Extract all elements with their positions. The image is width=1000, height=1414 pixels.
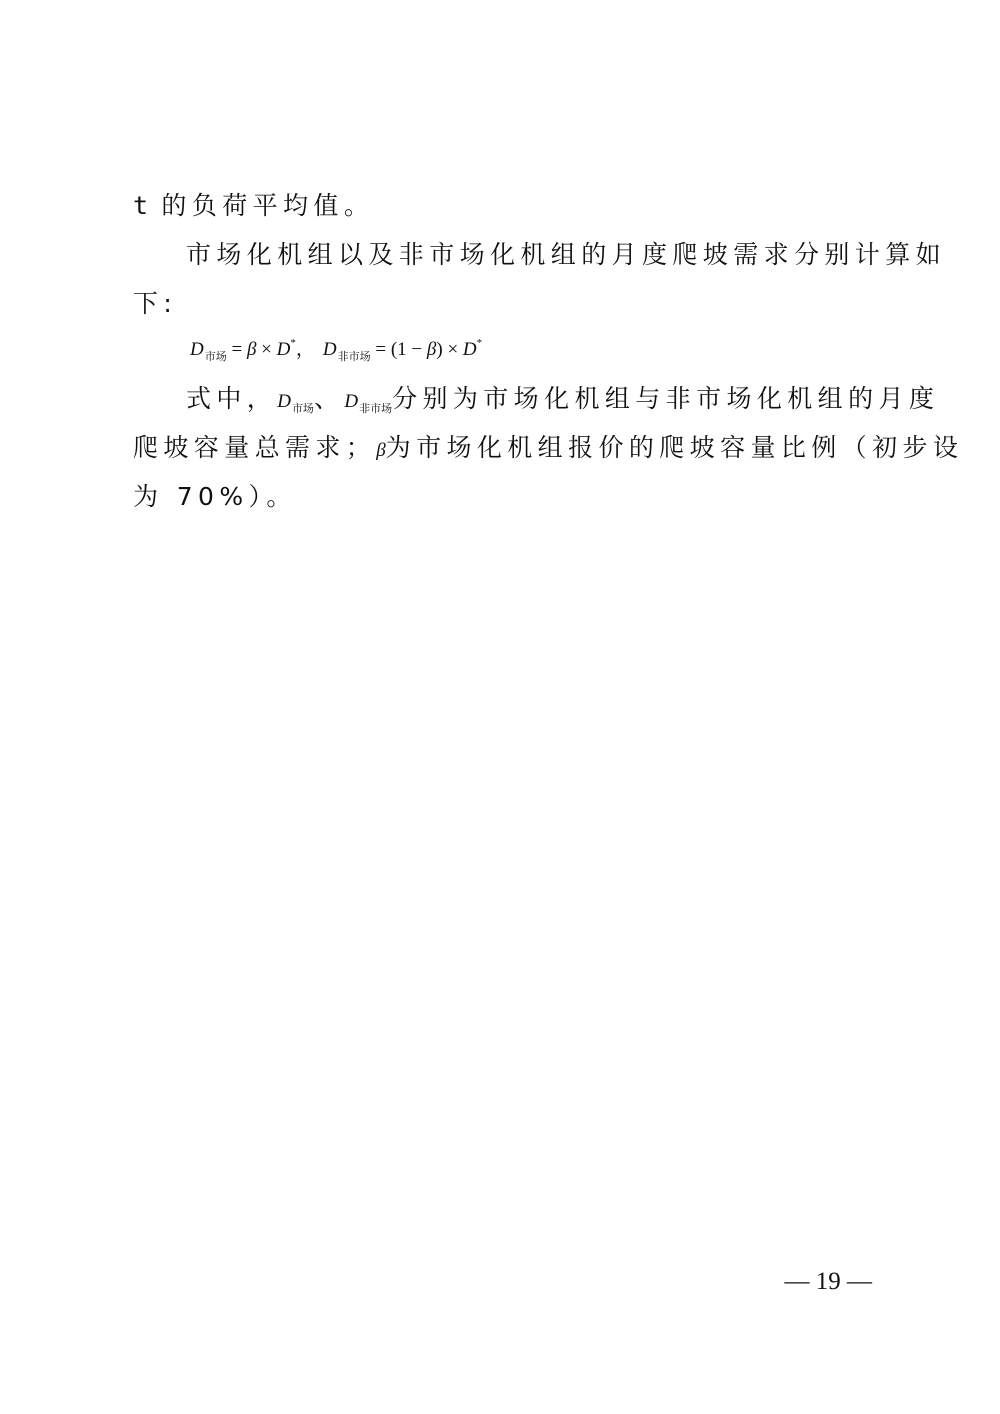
inline-subscript-nonmarket: 非市场 [359, 402, 393, 415]
inline-subscript-market: 市场 [291, 402, 314, 415]
equals-sign: = [226, 339, 247, 360]
formula-open-paren: = (1 − [370, 339, 427, 360]
formula-d-star-2: D [462, 339, 477, 360]
paragraph-line-4 [186, 384, 940, 415]
paragraph-line-6: 为 70%）。 [133, 482, 297, 511]
line-1-text: 的负荷平均值。 [161, 191, 375, 220]
paragraph-line-5 [133, 435, 963, 460]
paragraph-line-3: 下: [133, 289, 178, 318]
times-sign: × [256, 339, 277, 360]
formula-close-paren: ) [436, 339, 443, 360]
line-5-prefix: 爬坡容量总需求； [133, 433, 377, 462]
line-4-prefix: 式中， [186, 384, 278, 413]
variable-t: t [133, 191, 149, 220]
times-sign-2: × [442, 339, 463, 360]
line-4-suffix: 分别为市场化机组与非市场化机组的月度 [392, 384, 940, 413]
formula-d-market: D [190, 339, 204, 360]
line-4-separator: 、 [313, 384, 345, 413]
formula-block [190, 337, 483, 363]
superscript-star-2: * [476, 337, 483, 349]
beta-symbol-2: β [426, 339, 437, 360]
beta-symbol: β [246, 339, 257, 360]
formula-d-nonmarket: D [322, 339, 337, 360]
subscript-nonmarket: 非市场 [337, 350, 371, 363]
paragraph-line-2: 市场化机组以及非市场化机组的月度爬坡需求分别计算如 [186, 240, 947, 269]
paragraph-line-1 [133, 193, 374, 218]
page-number: — 19 — [784, 1268, 872, 1295]
line-5-suffix: 为市场化机组报价的爬坡容量比例（初步设 [385, 433, 964, 462]
inline-d-nonmarket: D [344, 391, 359, 412]
subscript-market: 市场 [204, 350, 227, 363]
formula-d-star: D [276, 339, 291, 360]
superscript-star: * [290, 337, 296, 349]
inline-d-market: D [277, 391, 291, 412]
inline-beta: β [376, 440, 386, 461]
formula-comma: ， [295, 339, 315, 360]
